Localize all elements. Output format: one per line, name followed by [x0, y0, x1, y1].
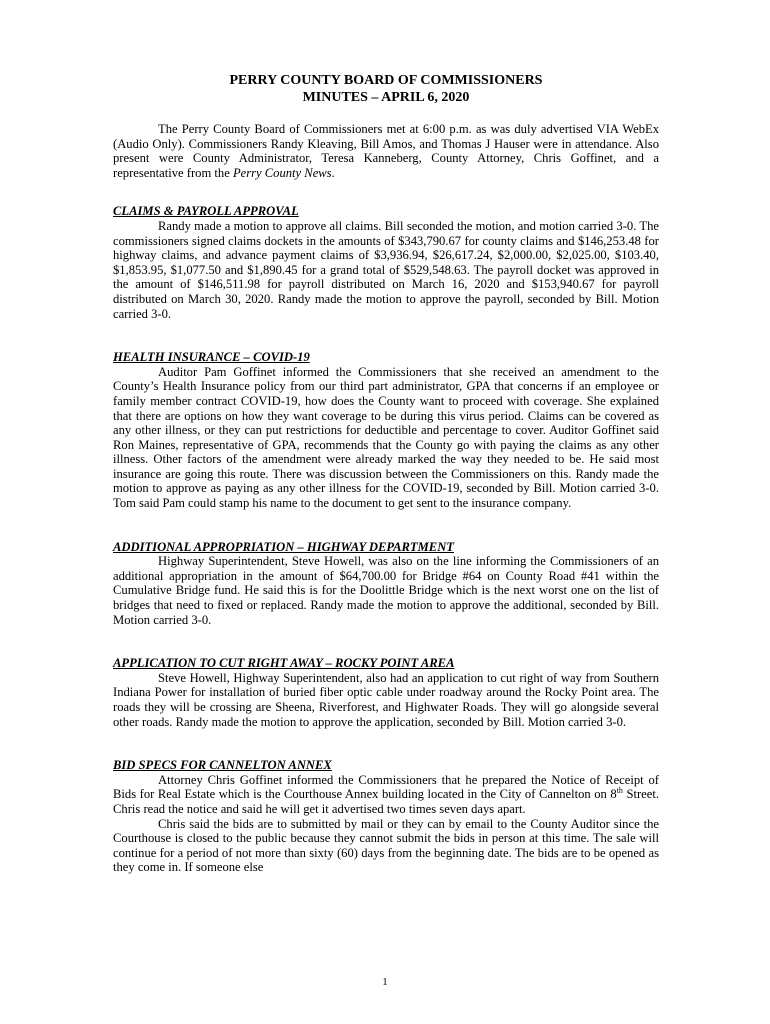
page-number: 1 — [382, 976, 388, 988]
section-heading: APPLICATION TO CUT RIGHT AWAY – ROCKY POINT AREA — [113, 656, 455, 671]
section-paragraph: Highway Superintendent, Steve Howell, was also on the line informing the Commissioners of an additional appropriation in the amount of $64,700.00 for Bridge #64 on County Road #41 within the Cumulative Bridge fund. He said this is for the Doolittle Bridge which is the next worst one on the list of bridges that need to fixed or replaced. Randy made the motion to approve the additional, seconded by Bill. Motion carried 3-0. — [113, 554, 659, 627]
document-title: PERRY COUNTY BOARD OF COMMISSIONERS — [229, 73, 543, 88]
section-bid-specs — [113, 758, 659, 875]
section-health-insurance — [113, 350, 659, 511]
section-claims-payroll — [113, 204, 659, 321]
section-paragraph: Chris said the bids are to submitted by mail or they can by email to the County Auditor since the Courthouse is closed to the public because they cannot submit the bids in person at this time. The sale will continue for a period of not more than sixty (60) days from the beginning date. The bids are to be opened as they come in. If someone else — [113, 816, 659, 875]
section-heading: CLAIMS & PAYROLL APPROVAL — [113, 204, 299, 219]
section-heading: BID SPECS FOR CANNELTON ANNEX — [113, 758, 332, 773]
section-paragraph: Attorney Chris Goffinet informed the Commissioners that he prepared the Notice of Receipt of Bids for Real Estate which is the Courthouse Annex building located in the City of Cannelton on 8th Street. Chris read the notice and said he will get it advertised two times seven days apart. — [113, 772, 659, 816]
section-paragraph: Auditor Pam Goffinet informed the Commissioners that she received an amendment to the County’s Health Insurance policy from our third part administrator, GPA that concerns if an employee or family member contract COVID-19, how does the County want to proceed with coverage. She explained that there are options on how they want coverage to be during this virus period. Claims can be covered as any other illness, or they can put restrictions for deductible and percentage to cover. Auditor Goffinet said Ron Maines, representative of GPA, recommends that the County go with paying the claims as any other illness. Other factors of the amendment were already marked the way they needed to be. He said most insurance are going this route. There was discussion between the Commissioners on this. Randy made the motion to approve as paying as any other illness for the COVID-19, seconded by Bill. Motion carried 3-0. Tom said Pam could stamp his name to the document to get sent to the insurance company. — [113, 364, 659, 511]
document-body — [113, 72, 659, 875]
section-paragraph: Steve Howell, Highway Superintendent, also had an application to cut right of way from Southern Indiana Power for installation of buried fiber optic cable under roadway around the Rocky Point area. The roads they will be crossing are Sheena, Riverforest, and Highwater Roads. They will go alongside several other roads. Randy made the motion to approve the application, seconded by Bill. Motion carried 3-0. — [113, 670, 659, 729]
section-heading: HEALTH INSURANCE – COVID-19 — [113, 350, 310, 365]
document-subtitle: MINUTES – APRIL 6, 2020 — [302, 90, 470, 105]
section-cut-right-away — [113, 656, 659, 729]
intro-paragraph: The Perry County Board of Commissioners met at 6:00 p.m. as was duly advertised VIA WebEx (Audio Only). Commissioners Randy Kleaving, Bill Amos, and Thomas J Hauser were in attendance. Also present were County Administrator, Teresa Kanneberg, County Attorney, Chris Goffinet, and a representative from the Perry County News. — [113, 122, 659, 180]
section-additional-appropriation — [113, 540, 659, 628]
newspaper-name: Perry County News — [232, 165, 332, 180]
section-paragraph: Randy made a motion to approve all claims. Bill seconded the motion, and motion carried 3-0. The commissioners signed claims dockets in the amounts of $343,790.67 for county claims and $146,253.48 for highway claims, and advance payment claims of $3,936.94, $26,617.24, $2,000.00, $2,025.00, $103.40, $1,853.95, $1,077.50 and $1,890.45 for a grand total of $529,548.63. The payroll docket was approved in the amount of $146,511.98 for payroll distributed on March 16, 2020 and $153,940.67 for payroll distributed on March 30, 2020. Randy made the motion to approve the payroll, seconded by Bill. Motion carried 3-0. — [113, 218, 659, 321]
section-heading: ADDITIONAL APPROPRIATION – HIGHWAY DEPARTMENT — [113, 539, 454, 554]
